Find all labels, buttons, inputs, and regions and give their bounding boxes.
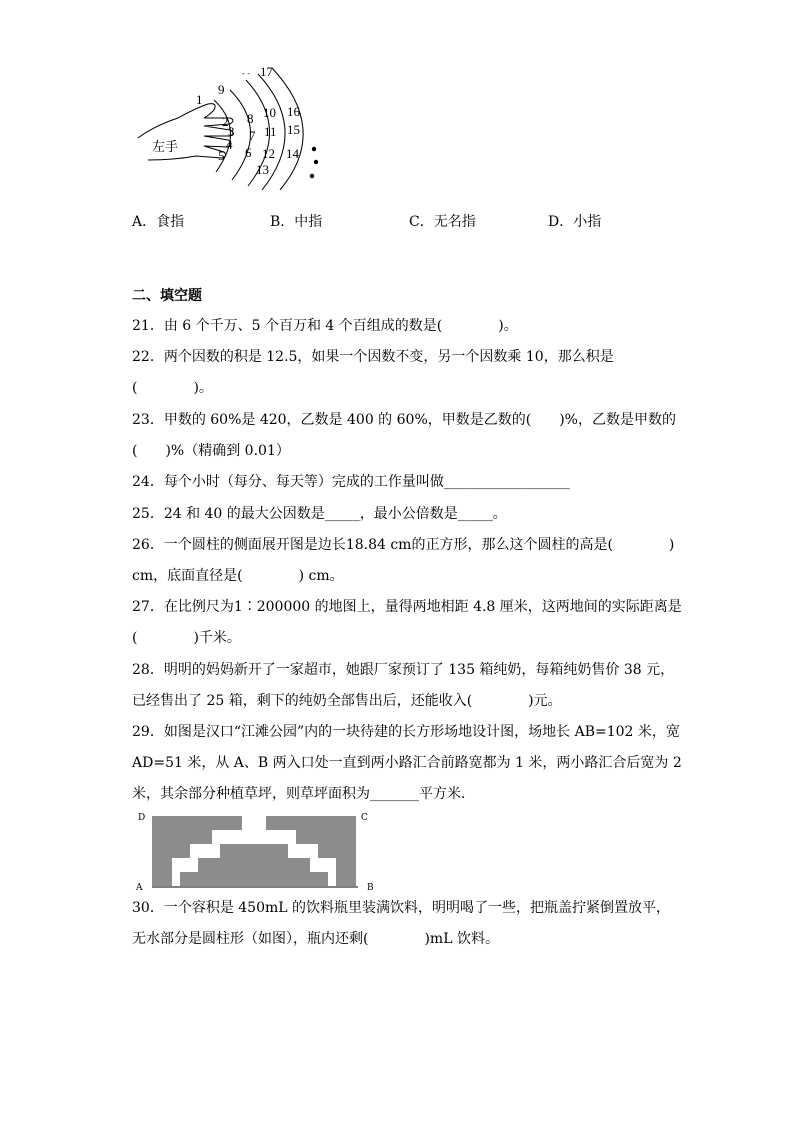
option-letter: D． — [548, 214, 574, 230]
finger-number: 2 — [222, 114, 229, 129]
corner-b-label: B — [367, 883, 374, 893]
option-a[interactable] — [132, 212, 184, 232]
continuation-dot — [312, 147, 316, 151]
finger-number: 12 — [262, 146, 275, 161]
question-22-cont: ( )。 — [132, 380, 213, 396]
question-27: 27．在比例尺为1∶200000 的地图上，量得两地相距 4.8 厘米，这两地间的实际距离是 — [132, 599, 682, 615]
continuation-dot — [314, 160, 318, 164]
arrow-mark: - - — [242, 69, 250, 78]
question-30: 30．一个容积是 450mL 的饮料瓶里装满饮料，明明喝了一些，把瓶盖拧紧倒置放平， — [132, 900, 671, 916]
finger-number: 9 — [218, 82, 225, 97]
finger-number: 8 — [247, 111, 254, 126]
hand-label: 左手 — [152, 140, 179, 155]
option-letter: C． — [409, 214, 434, 230]
finger-number: 5 — [218, 148, 225, 163]
question-25: 25．24 和 40 的最大公因数是_____，最小公倍数是_____。 — [132, 506, 507, 522]
option-b[interactable] — [270, 212, 322, 232]
finger-number: 1 — [196, 92, 203, 107]
question-26-cont: cm，底面直径是( ) cm。 — [132, 568, 344, 584]
question-21: 21．由 6 个千万、5 个百万和 4 个百组成的数是( )。 — [132, 318, 518, 334]
finger-number: 16 — [287, 104, 300, 119]
question-27-cont: ( )千米。 — [132, 630, 241, 646]
corner-c-label: C — [361, 813, 368, 823]
finger-number: 4 — [226, 137, 233, 152]
finger-number: 3 — [228, 124, 235, 139]
question-24: 24．每个小时（每分、每天等）完成的工作量叫做__________________ — [132, 474, 570, 490]
finger-number: 11 — [264, 124, 277, 139]
finger-number: 13 — [256, 162, 269, 177]
option-text: 食指 — [156, 214, 185, 230]
lawn-center — [180, 844, 328, 886]
finger-number: 7 — [249, 128, 256, 143]
corner-a-label: A — [136, 883, 143, 893]
lawn-bottom-left — [152, 872, 172, 886]
section-title: 二、填空题 — [132, 288, 202, 304]
finger-number: 6 — [245, 145, 252, 160]
lawn-bottom-right — [336, 872, 356, 886]
finger-number: 10 — [263, 105, 276, 120]
question-29-cont2: 米，其余部分种植草坪，则草坪面积为_______平方米． — [132, 786, 475, 802]
question-26: 26．一个圆柱的侧面展开图是边长18.84 cm的正方形，那么这个圆柱的高是( ) — [132, 537, 675, 553]
question-28: 28．明明的妈妈新开了一家超市，她跟厂家预订了 135 箱纯奶，每箱纯奶售价 38 元， — [132, 662, 675, 678]
question-23-cont: ( )%（精确到 0.01） — [132, 443, 290, 459]
question-23: 23．甲数的 60%是 420，乙数是 400 的 60%，甲数是乙数的( )%，乙数是甲数的 — [132, 412, 676, 428]
question-22: 22．两个因数的积是 12.5，如果一个因数不变，另一个因数乘 10，那么积是 — [132, 349, 614, 365]
park-design-figure — [132, 808, 382, 894]
option-text: 小指 — [573, 214, 602, 230]
continuation-dot — [310, 174, 314, 178]
hand-counting-figure — [134, 60, 344, 190]
finger-number: 14 — [286, 146, 299, 161]
option-letter: A． — [132, 214, 157, 230]
question-28-cont: 已经售出了 25 箱，剩下的纯奶全部售出后，还能收入( )元。 — [132, 693, 562, 709]
question-29: 29．如图是汉口“江滩公园”内的一块待建的长方形场地设计图，场地长 AB=102 米，宽 — [132, 724, 680, 740]
finger-number: 15 — [287, 122, 300, 137]
corner-d-label: D — [138, 813, 146, 823]
question-29-cont: AD=51 米，从 A、B 两入口处一直到两小路汇合前路宽都为 1 米，两小路汇合后宽为 2 — [132, 755, 682, 771]
finger-number: 17 — [260, 64, 273, 79]
option-text: 中指 — [294, 214, 323, 230]
option-letter: B． — [270, 214, 295, 230]
option-text: 无名指 — [433, 214, 476, 230]
option-d[interactable] — [548, 212, 601, 232]
question-30-cont: 无水部分是圆柱形（如图），瓶内还剩( )mL 饮料。 — [132, 931, 499, 947]
option-c[interactable] — [409, 212, 476, 232]
